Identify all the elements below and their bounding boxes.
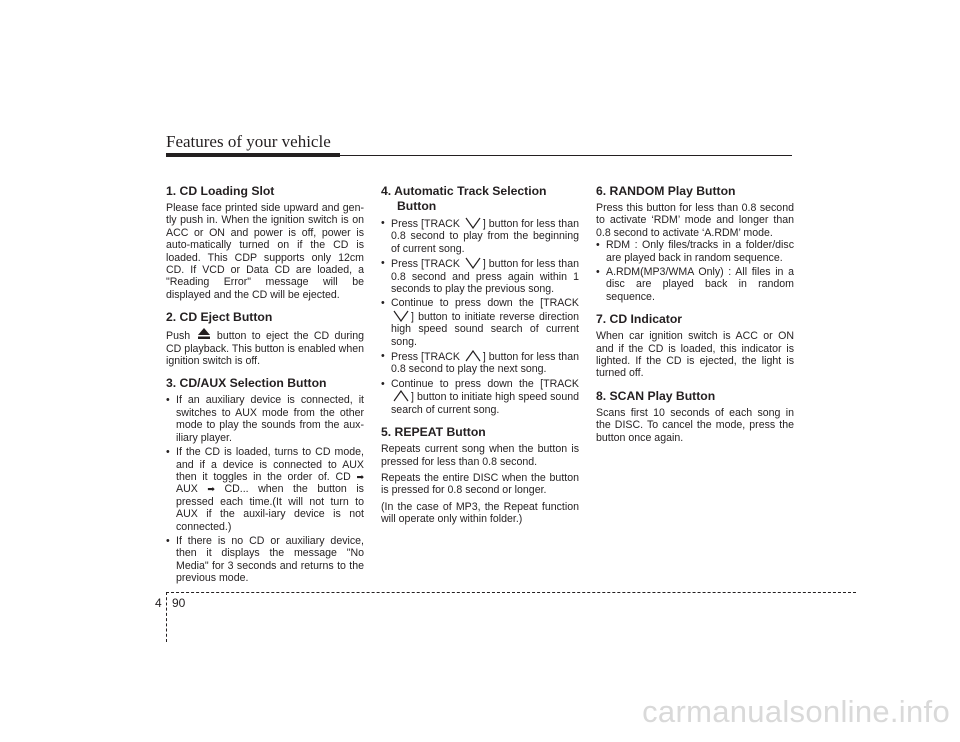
page-header-title: Features of your vehicle: [166, 132, 331, 151]
section-heading: 8. SCAN Play Button: [596, 388, 716, 403]
body-text: Push: [166, 330, 196, 343]
section-heading: 2. CD Eject Button: [166, 310, 273, 325]
list-item: [381, 378, 579, 416]
section-heading: 7. CD Indicator: [596, 312, 683, 327]
item-text: ] button for less than 0.8 second and press again within 1 seconds to play the previous song.: [391, 258, 579, 296]
eject-icon: [196, 328, 212, 340]
page-number: 90: [172, 596, 186, 610]
arrow-right-icon: ➡: [356, 471, 364, 482]
column-right: [596, 184, 794, 453]
header-rule: [166, 155, 792, 156]
section-body: [166, 328, 364, 367]
chapter-number: 4: [155, 596, 162, 610]
section-cd-loading-slot: [166, 184, 364, 301]
section-body: Please face printed side upward and gen-tly push in. When the ignition switch is on ACC or ON and power is off, power is auto-matically turned on if the CD is loaded. This CDP supports only 12cm CD. If VCD or Data CD are loaded, a "Reading Error" message will be displayed and the CD will be ejected.: [166, 202, 364, 301]
item-text: Continue to press down the [TRACK: [391, 297, 579, 310]
arrow-right-icon: ➡: [207, 484, 215, 495]
chevron-down-icon: [463, 217, 483, 229]
item-text: ] button to initiate reverse direction high speed sound search of current song.: [391, 310, 579, 348]
footer-rule: [166, 592, 856, 593]
section-random-play-button: [596, 184, 794, 303]
bullet-list: [381, 217, 579, 416]
list-item: [381, 217, 579, 255]
section-heading: 5. REPEAT Button: [381, 425, 486, 440]
item-text: ] button for less than 0.8 second to play the next song.: [391, 351, 579, 376]
list-item: • If there is no CD or auxiliary device, then it displays the message "No Media" for 3 seconds and returns to the previous mode.: [166, 535, 364, 585]
item-text: ] button for less than 0.8 second to play from the beginning of current song.: [391, 218, 579, 255]
list-item: [166, 446, 364, 533]
item-text: Press [TRACK: [391, 258, 463, 271]
column-left: [166, 184, 364, 594]
watermark: carmanualsonline.info: [642, 694, 950, 729]
section-heading: 4. Automatic Track Selection Button: [381, 184, 547, 213]
list-item: • RDM : Only files/tracks in a folder/disc are played back in random sequence.: [596, 239, 794, 264]
section-scan-play-button: [596, 389, 794, 444]
column-middle: [381, 184, 579, 535]
section-repeat-button: [381, 425, 579, 525]
list-item: [381, 257, 579, 295]
section-body: When car ignition switch is ACC or ON and if the CD is loaded, this indicator is lighted. If the CD is ejected, the light is turned off.: [596, 330, 794, 380]
body-text: button to eject the CD during CD playback. This button is enabled when ignition switch is off.: [166, 330, 365, 368]
section-automatic-track-selection: [381, 184, 579, 416]
bullet-list: [166, 394, 364, 584]
list-item: • If an auxiliary device is connected, it switches to AUX mode from the other mode to play the sounds from the aux-iliary player.: [166, 394, 364, 444]
list-item: • A.RDM(MP3/WMA Only) : All files in a disc are played back in random sequence.: [596, 266, 794, 303]
chevron-up-icon: [463, 350, 483, 362]
chevron-down-icon: [391, 310, 411, 322]
section-body: Press this button for less than 0.8 second to activate ‘RDM’ mode and longer than 0.8 second to activate ‘A.RDM’ mode.: [596, 202, 794, 239]
section-body: Repeats the entire DISC when the button is pressed for 0.8 second or longer.: [381, 471, 579, 497]
footer-divider: [166, 592, 167, 642]
section-heading: 6. RANDOM Play Button: [596, 184, 736, 198]
section-heading: 1. CD Loading Slot: [166, 184, 275, 198]
item-text: If the CD is loaded, turns to CD mode, and if a device is connected to AUX then it toggles in the order of. CD: [176, 446, 364, 483]
section-body: (In the case of MP3, the Repeat function will operate only within folder.): [381, 500, 579, 526]
item-text: Press [TRACK: [391, 351, 463, 364]
section-heading: 3. CD/AUX Selection Button: [166, 376, 327, 391]
section-body: Scans first 10 seconds of each song in the DISC. To cancel the mode, press the button once again.: [596, 406, 794, 444]
chevron-down-icon: [463, 257, 483, 269]
list-item: [381, 350, 579, 376]
list-item: [381, 297, 579, 348]
section-cd-aux-selection: [166, 376, 364, 584]
item-text: Continue to press down the [TRACK: [391, 377, 579, 390]
item-text: CD... when the button is pressed each time.(It will not turn to AUX if the auxil-iary device is not connected.): [176, 483, 364, 533]
section-body: Repeats current song when the button is pressed for less than 0.8 second.: [381, 443, 579, 468]
chevron-up-icon: [391, 390, 411, 402]
section-cd-indicator: [596, 312, 794, 380]
section-cd-eject-button: [166, 310, 364, 367]
item-text: AUX: [176, 483, 208, 496]
item-text: Press [TRACK: [391, 218, 463, 230]
item-text: ] button to initiate high speed sound search of current song.: [391, 391, 579, 416]
bullet-list: [596, 239, 794, 303]
